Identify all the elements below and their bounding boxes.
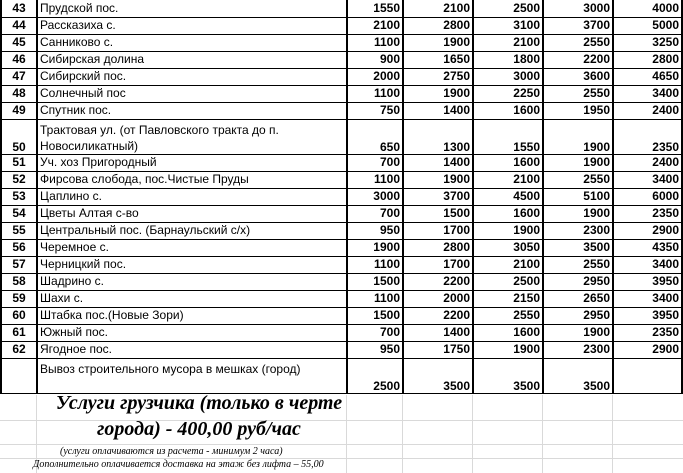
loader-line-1: Услуги грузчика (только в черте <box>55 392 343 414</box>
price-cell[interactable]: 1400 <box>403 324 473 341</box>
table-row <box>1 119 682 154</box>
price-cell[interactable]: 4650 <box>613 68 682 85</box>
price-cell[interactable]: 950 <box>347 341 403 358</box>
price-cell[interactable]: 2800 <box>403 239 473 256</box>
loader-line-2: города) - 400,00 руб/час <box>97 418 301 440</box>
table-row <box>1 324 682 341</box>
price-cell[interactable]: 1600 <box>473 102 543 119</box>
price-cell[interactable]: 3400 <box>613 256 682 273</box>
row-number-cell[interactable]: 46 <box>1 51 37 68</box>
price-cell[interactable]: 1400 <box>403 154 473 171</box>
price-cell[interactable]: 4500 <box>473 188 543 205</box>
price-cell[interactable]: 1800 <box>473 51 543 68</box>
settlement-name-cell[interactable]: Сибирская долина <box>37 51 347 68</box>
settlement-name-cell[interactable]: Спутник пос. <box>37 102 347 119</box>
price-cell[interactable]: 1900 <box>403 171 473 188</box>
settlement-name-cell[interactable]: Южный пос. <box>37 324 347 341</box>
price-cell[interactable]: 3400 <box>613 290 682 307</box>
price-cell[interactable]: 2400 <box>613 154 682 171</box>
settlement-name-cell[interactable]: Рассказиха с. <box>37 17 347 34</box>
price-cell[interactable]: 2800 <box>403 17 473 34</box>
settlement-name-cell[interactable]: Центральный пос. (Барнаульский с/х) <box>37 222 347 239</box>
settlement-name-cell[interactable]: Фирсова слобода, пос.Чистые Пруды <box>37 171 347 188</box>
loader-minimum-note: (услуги оплачиваются из расчета - минимум 2 часа) <box>60 446 283 457</box>
price-cell[interactable]: 2350 <box>613 205 682 222</box>
settlement-name-cell[interactable]: Черницкий пос. <box>37 256 347 273</box>
row-number-cell[interactable]: 56 <box>1 239 37 256</box>
settlement-name-cell[interactable]: Штабка пос.(Новые Зори) <box>37 307 347 324</box>
table-row <box>1 68 682 85</box>
price-cell[interactable]: 3500 <box>473 358 543 393</box>
price-cell[interactable]: 3000 <box>543 0 613 17</box>
price-cell[interactable]: 1650 <box>403 51 473 68</box>
price-cell[interactable]: 1600 <box>473 205 543 222</box>
table-row <box>1 222 682 239</box>
table-row <box>1 341 682 358</box>
price-cell[interactable] <box>613 358 682 393</box>
price-cell[interactable]: 3700 <box>403 188 473 205</box>
price-cell[interactable]: 2150 <box>473 290 543 307</box>
price-cell[interactable]: 1550 <box>347 0 403 17</box>
settlement-name-cell[interactable]: Шахи с. <box>37 290 347 307</box>
row-number-cell[interactable]: 59 <box>1 290 37 307</box>
row-number-cell[interactable]: 50 <box>1 119 37 154</box>
settlement-name-cell[interactable]: Ягодное пос. <box>37 341 347 358</box>
price-cell[interactable]: 2100 <box>473 171 543 188</box>
price-cell[interactable]: 3250 <box>613 34 682 51</box>
price-cell[interactable]: 3000 <box>347 188 403 205</box>
price-cell[interactable]: 650 <box>347 119 403 154</box>
price-cell[interactable]: 2300 <box>543 341 613 358</box>
price-cell[interactable]: 2100 <box>473 256 543 273</box>
price-cell[interactable]: 4000 <box>613 0 682 17</box>
price-cell[interactable]: 2750 <box>403 68 473 85</box>
price-cell[interactable]: 2650 <box>543 290 613 307</box>
price-cell[interactable]: 2550 <box>543 34 613 51</box>
price-cell[interactable]: 3000 <box>473 68 543 85</box>
price-cell[interactable]: 700 <box>347 324 403 341</box>
price-cell[interactable]: 2200 <box>403 273 473 290</box>
price-cell[interactable]: 1300 <box>403 119 473 154</box>
price-cell[interactable]: 3500 <box>543 239 613 256</box>
price-cell[interactable]: 3400 <box>613 85 682 102</box>
table-row <box>1 205 682 222</box>
table-row <box>1 239 682 256</box>
loader-services-heading <box>34 390 364 442</box>
price-cell[interactable]: 1100 <box>347 34 403 51</box>
table-row <box>1 171 682 188</box>
table-row <box>1 290 682 307</box>
price-cell[interactable]: 1700 <box>403 222 473 239</box>
row-number-cell[interactable]: 54 <box>1 205 37 222</box>
table-row <box>1 102 682 119</box>
table-row <box>1 307 682 324</box>
price-cell[interactable]: 5100 <box>543 188 613 205</box>
price-cell[interactable]: 2100 <box>473 34 543 51</box>
price-cell[interactable]: 1100 <box>347 85 403 102</box>
settlement-name-cell[interactable]: Сибирский пос. <box>37 68 347 85</box>
settlement-name-cell[interactable]: Солнечный пос <box>37 85 347 102</box>
row-number-cell[interactable]: 51 <box>1 154 37 171</box>
table-row <box>1 34 682 51</box>
row-number-cell[interactable]: 58 <box>1 273 37 290</box>
price-cell[interactable]: 2350 <box>613 119 682 154</box>
price-cell[interactable]: 3050 <box>473 239 543 256</box>
price-cell[interactable]: 1600 <box>473 324 543 341</box>
price-cell[interactable]: 5000 <box>613 17 682 34</box>
row-number-cell[interactable]: 45 <box>1 34 37 51</box>
price-cell[interactable]: 2500 <box>473 273 543 290</box>
price-cell[interactable]: 1500 <box>347 273 403 290</box>
table-row <box>1 17 682 34</box>
price-cell[interactable]: 3100 <box>473 17 543 34</box>
price-cell[interactable]: 2400 <box>613 102 682 119</box>
settlement-name-cell[interactable]: Прудской пос. <box>37 0 347 17</box>
price-cell[interactable]: 2550 <box>543 171 613 188</box>
price-cell[interactable]: 2100 <box>347 17 403 34</box>
table-row <box>1 273 682 290</box>
table-row <box>1 154 682 171</box>
row-number-cell[interactable]: 43 <box>1 0 37 17</box>
table-row <box>1 358 682 393</box>
settlement-name-cell[interactable]: Санниково с. <box>37 34 347 51</box>
price-cell[interactable]: 950 <box>347 222 403 239</box>
settlement-name-cell[interactable]: Цветы Алтая с-во <box>37 205 347 222</box>
price-cell[interactable]: 1900 <box>403 34 473 51</box>
price-cell[interactable]: 3400 <box>613 171 682 188</box>
price-cell[interactable]: 3600 <box>543 68 613 85</box>
price-cell[interactable]: 1750 <box>403 341 473 358</box>
price-cell[interactable]: 1100 <box>347 171 403 188</box>
settlement-name-cell[interactable]: Черемное с. <box>37 239 347 256</box>
price-cell[interactable]: 1900 <box>473 341 543 358</box>
price-cell[interactable]: 2950 <box>543 273 613 290</box>
row-number-cell[interactable]: 47 <box>1 68 37 85</box>
row-number-cell[interactable]: 52 <box>1 171 37 188</box>
price-cell[interactable]: 1900 <box>543 324 613 341</box>
price-cell[interactable]: 700 <box>347 205 403 222</box>
price-cell[interactable]: 2550 <box>473 307 543 324</box>
settlement-name-cell[interactable]: Шадрино с. <box>37 273 347 290</box>
price-cell[interactable]: 2200 <box>403 307 473 324</box>
price-cell[interactable]: 1900 <box>403 85 473 102</box>
settlement-name-cell[interactable]: Вывоз строительного мусора в мешках (город) <box>37 358 347 393</box>
price-cell[interactable]: 1500 <box>403 205 473 222</box>
price-cell[interactable]: 2000 <box>403 290 473 307</box>
settlement-name-cell[interactable]: Цаплино с. <box>37 188 347 205</box>
row-number-cell[interactable]: 60 <box>1 307 37 324</box>
price-cell[interactable]: 1100 <box>347 256 403 273</box>
row-number-cell[interactable]: 49 <box>1 102 37 119</box>
price-cell[interactable]: 2900 <box>613 341 682 358</box>
table-row <box>1 51 682 68</box>
price-cell[interactable]: 2950 <box>543 307 613 324</box>
price-cell[interactable]: 1900 <box>473 222 543 239</box>
price-cell[interactable]: 2300 <box>543 222 613 239</box>
row-number-cell[interactable]: 53 <box>1 188 37 205</box>
price-cell[interactable]: 2500 <box>347 358 403 393</box>
price-cell[interactable]: 2800 <box>613 51 682 68</box>
row-number-cell[interactable]: 55 <box>1 222 37 239</box>
price-cell[interactable]: 3500 <box>403 358 473 393</box>
price-cell[interactable]: 2100 <box>403 0 473 17</box>
price-cell[interactable]: 2200 <box>543 51 613 68</box>
price-cell[interactable]: 1500 <box>347 307 403 324</box>
price-cell[interactable]: 1600 <box>473 154 543 171</box>
price-cell[interactable]: 1900 <box>347 239 403 256</box>
price-cell[interactable]: 2550 <box>543 85 613 102</box>
price-cell[interactable]: 2000 <box>347 68 403 85</box>
price-cell[interactable]: 2900 <box>613 222 682 239</box>
row-number-cell[interactable]: 44 <box>1 17 37 34</box>
floor-delivery-note: Дополнительно оплачивается доставка на этаж без лифта – 55,00 <box>33 459 324 470</box>
price-cell[interactable]: 3700 <box>543 17 613 34</box>
price-cell[interactable]: 3500 <box>543 358 613 393</box>
price-cell[interactable]: 2500 <box>473 0 543 17</box>
row-number-cell[interactable]: 48 <box>1 85 37 102</box>
price-cell[interactable]: 6000 <box>613 188 682 205</box>
price-cell[interactable]: 1900 <box>543 205 613 222</box>
price-cell[interactable]: 4350 <box>613 239 682 256</box>
table-row <box>1 256 682 273</box>
price-cell[interactable]: 1950 <box>543 102 613 119</box>
price-cell[interactable]: 2550 <box>543 256 613 273</box>
price-cell[interactable]: 3950 <box>613 307 682 324</box>
row-number-cell[interactable]: 57 <box>1 256 37 273</box>
price-cell[interactable]: 1700 <box>403 256 473 273</box>
price-cell[interactable]: 2250 <box>473 85 543 102</box>
row-number-cell[interactable] <box>1 358 37 393</box>
price-cell[interactable]: 1550 <box>473 119 543 154</box>
price-cell[interactable]: 1900 <box>543 119 613 154</box>
row-number-cell[interactable]: 61 <box>1 324 37 341</box>
table-row <box>1 188 682 205</box>
price-cell[interactable]: 750 <box>347 102 403 119</box>
settlement-name-cell[interactable]: Уч. хоз Пригородный <box>37 154 347 171</box>
price-cell[interactable]: 1400 <box>403 102 473 119</box>
price-cell[interactable]: 700 <box>347 154 403 171</box>
settlement-name-cell[interactable]: Трактовая ул. (от Павловского тракта до п. Новосиликатный) <box>37 119 347 154</box>
table-row <box>1 85 682 102</box>
price-cell[interactable]: 900 <box>347 51 403 68</box>
row-number-cell[interactable]: 62 <box>1 341 37 358</box>
price-cell[interactable]: 1100 <box>347 290 403 307</box>
price-cell[interactable]: 3950 <box>613 273 682 290</box>
price-cell[interactable]: 2350 <box>613 324 682 341</box>
price-cell[interactable]: 1900 <box>543 154 613 171</box>
table-row <box>1 0 682 17</box>
